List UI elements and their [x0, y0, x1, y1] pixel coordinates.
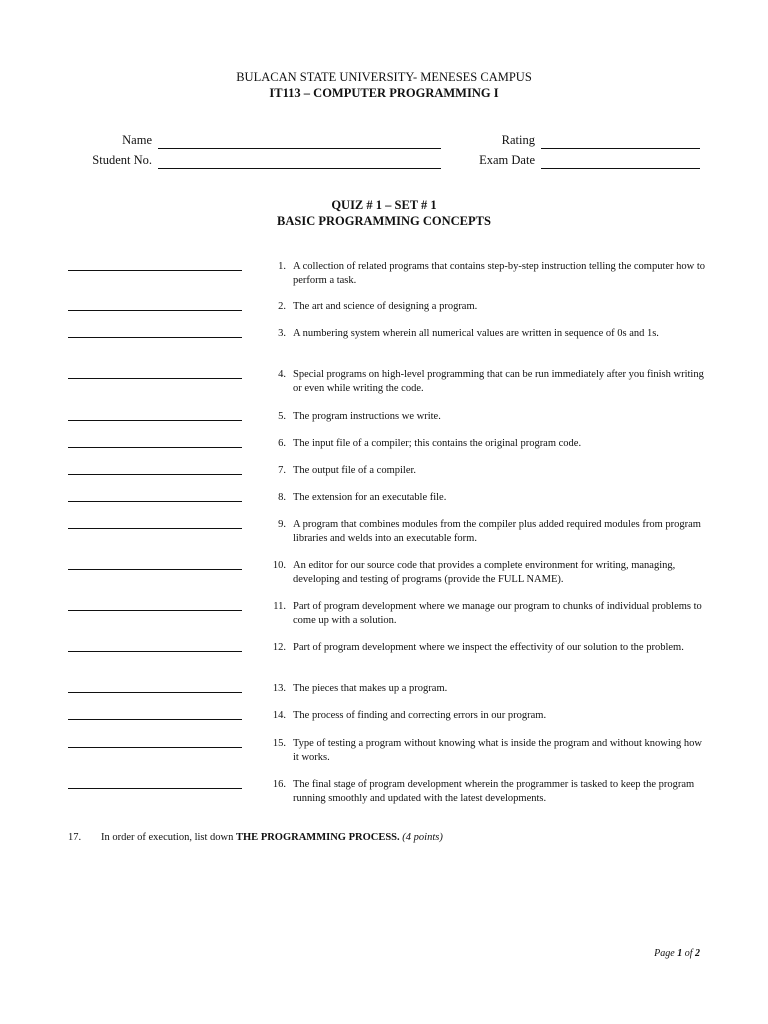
question-number: 14.: [272, 710, 286, 721]
question-number: 1.: [278, 261, 286, 272]
question-number: 13.: [272, 683, 286, 694]
answer-blank[interactable]: [68, 501, 242, 502]
quiz-title: QUIZ # 1 – SET # 1: [331, 198, 437, 212]
university-title: BULACAN STATE UNIVERSITY- MENESES CAMPUS: [236, 70, 532, 84]
question-number: 8.: [278, 492, 286, 503]
answer-blank[interactable]: [68, 610, 242, 611]
answer-blank[interactable]: [68, 447, 242, 448]
answer-blank[interactable]: [68, 420, 242, 421]
answer-blank[interactable]: [68, 474, 242, 475]
page-of: of: [682, 948, 695, 959]
question-text: Part of program development where we inspect the effectivity of our solution to the problem.: [293, 642, 684, 653]
question-17-text-bold: THE PROGRAMMING PROCESS.: [236, 832, 400, 843]
question-text: The art and science of designing a program.: [293, 301, 478, 312]
rating-label: Rating: [501, 133, 535, 147]
question-number: 6.: [278, 438, 286, 449]
question-number: 16.: [272, 779, 286, 790]
page-number: [654, 948, 700, 959]
page-current: 1: [677, 948, 683, 959]
answer-blank[interactable]: [68, 270, 242, 271]
question-number: 2.: [278, 301, 286, 312]
question-number: 3.: [278, 328, 286, 339]
question-17-text-plain: In order of execution, list down: [101, 832, 237, 843]
question-text: The input file of a compiler; this contains the original program code.: [293, 438, 582, 449]
answer-blank[interactable]: [68, 692, 242, 693]
question-text: The extension for an executable file.: [293, 492, 447, 503]
question-number: 4.: [278, 369, 286, 380]
student-no-field[interactable]: [158, 168, 441, 169]
question-text: A numbering system wherein all numerical values are written in sequence of 0s and 1s.: [293, 328, 659, 339]
question-text: Part of program development where we manage our program to chunks of individual problems to come up with a solution.: [293, 601, 702, 626]
question-number: 5.: [278, 411, 286, 422]
question-number: 9.: [278, 519, 286, 530]
question-number: 15.: [272, 738, 286, 749]
name-field[interactable]: [158, 148, 441, 149]
exam-date-label: Exam Date: [479, 153, 535, 167]
question-text: Type of testing a program without knowing what is inside the program and without knowing how it works.: [293, 738, 702, 763]
question-17-text: [101, 832, 443, 843]
answer-blank[interactable]: [68, 310, 242, 311]
rating-field[interactable]: [541, 148, 700, 149]
question-text: The program instructions we write.: [293, 411, 441, 422]
question-text: The process of finding and correcting errors in our program.: [293, 710, 547, 721]
question-text: A program that combines modules from the compiler plus added required modules from program libraries and welds into an executable form.: [293, 519, 701, 544]
answer-blank[interactable]: [68, 719, 242, 720]
answer-blank[interactable]: [68, 747, 242, 748]
answer-blank[interactable]: [68, 528, 242, 529]
answer-blank[interactable]: [68, 788, 242, 789]
answer-blank[interactable]: [68, 651, 242, 652]
question-number: 10.: [272, 560, 286, 571]
answer-blank[interactable]: [68, 337, 242, 338]
name-label: Name: [122, 133, 152, 147]
page-prefix: Page: [654, 948, 678, 959]
question-number: 12.: [272, 642, 286, 653]
course-title: IT113 – COMPUTER PROGRAMMING I: [269, 86, 499, 100]
question-text: Special programs on high-level programming that can be run immediately after you finish writing or even while writing the code.: [293, 369, 704, 394]
answer-blank[interactable]: [68, 569, 242, 570]
page-total: 2: [695, 948, 700, 959]
exam-date-field[interactable]: [541, 168, 700, 169]
question-text: The output file of a compiler.: [293, 465, 417, 476]
question-number: 7.: [278, 465, 286, 476]
question-number: 11.: [273, 601, 286, 612]
answer-blank[interactable]: [68, 378, 242, 379]
quiz-subtitle: BASIC PROGRAMMING CONCEPTS: [277, 214, 491, 228]
question-17-number: 17.: [68, 832, 82, 843]
question-text: An editor for our source code that provides a complete environment for writing, managing, developing and testing of programs (provide the FULL NAME).: [293, 560, 676, 585]
question-text: The pieces that makes up a program.: [293, 683, 448, 694]
question-text: The final stage of program development wherein the programmer is tasked to keep the program running smoothly and updated with the latest developments.: [293, 779, 695, 804]
question-17-points: (4 points): [402, 832, 443, 843]
question-text: A collection of related programs that contains step-by-step instruction telling the computer how to perform a task.: [293, 261, 706, 286]
student-no-label: Student No.: [92, 153, 152, 167]
